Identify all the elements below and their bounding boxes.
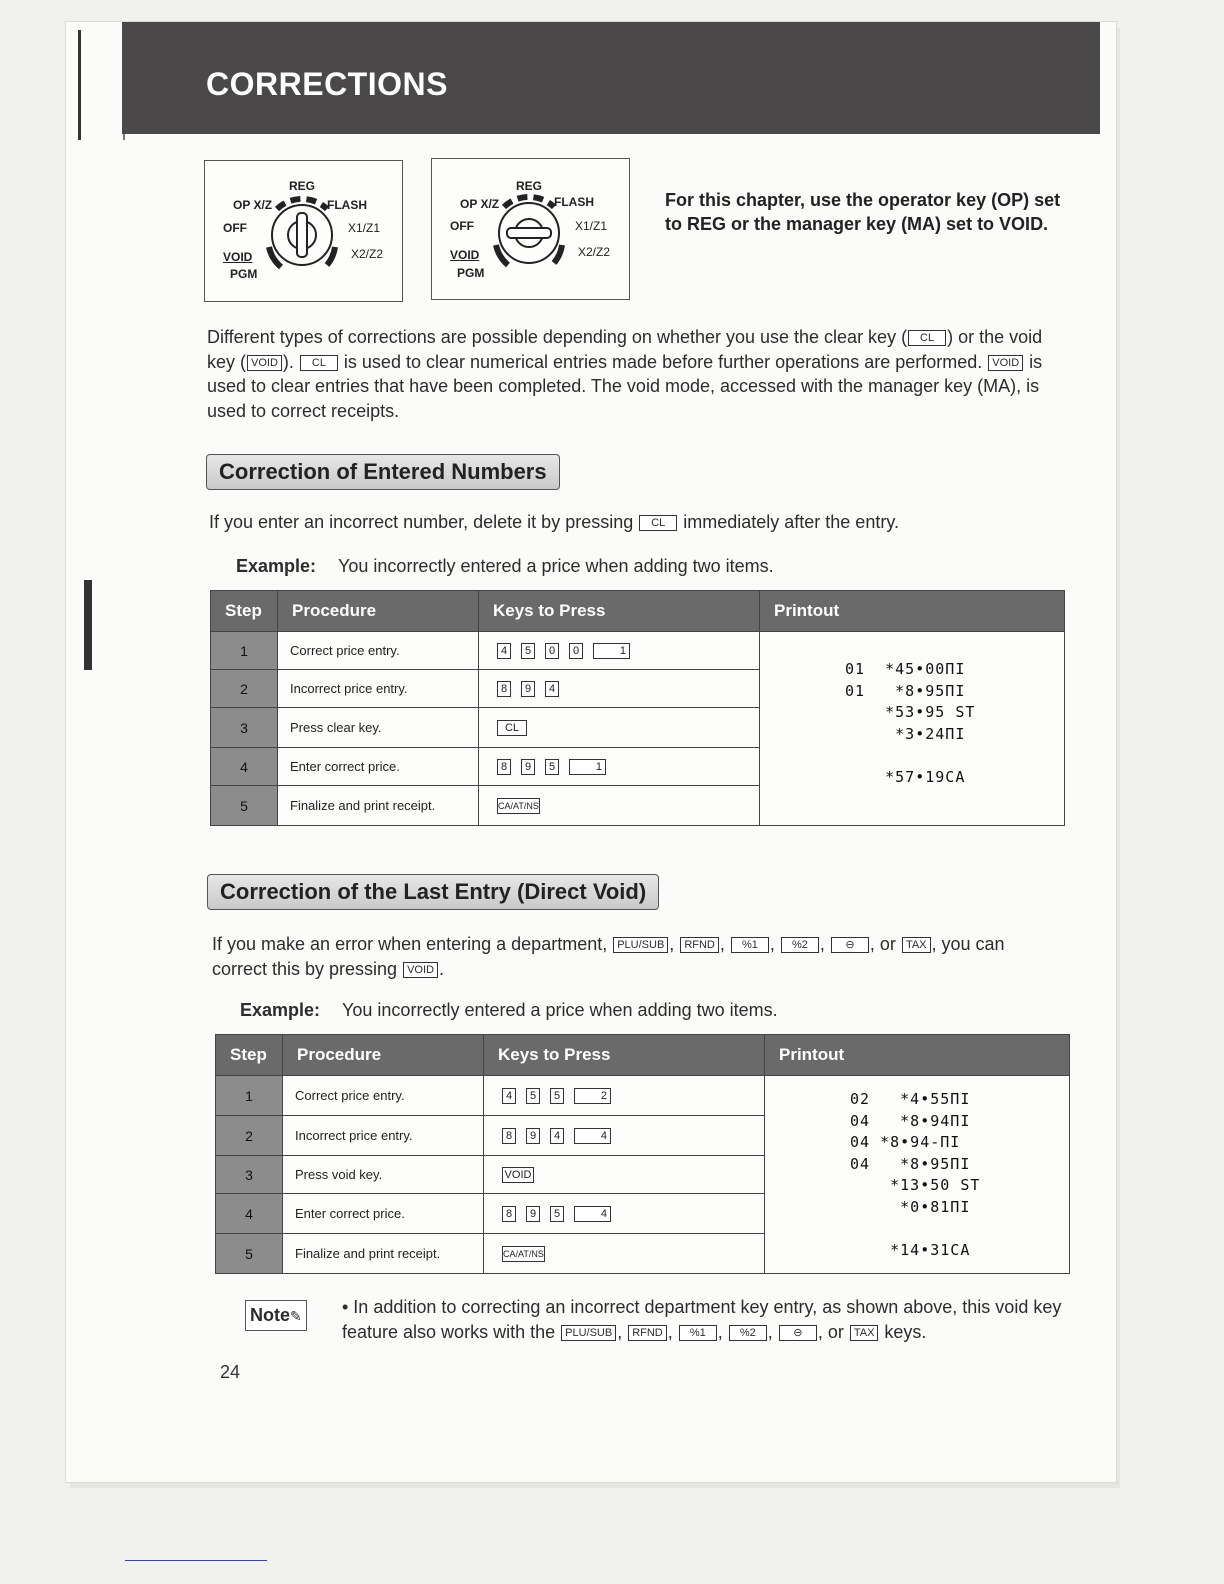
key-sequence	[479, 786, 760, 826]
switch-label-flash: FLASH	[554, 195, 594, 209]
percent2-key: %2	[781, 937, 819, 953]
step-number: 2	[216, 1116, 283, 1156]
digit-key: 4	[545, 681, 559, 697]
col-keys: Keys to Press	[479, 591, 760, 632]
minus-key: ⊖	[831, 937, 869, 953]
note-body: • In addition to correcting an incorrect department key entry, as shown above, this void key feature also works with the	[342, 1297, 1062, 1342]
cl-key: CL	[908, 330, 946, 346]
key-sequence	[484, 1076, 765, 1116]
receipt-printout: 02 *4•55ΠI 04 *8•94ΠI 04 *8•94-ΠI 04 *8•95ΠI *13•50 ST *0•81ΠI *14•31CA	[850, 1090, 981, 1259]
table-row	[216, 1076, 1070, 1116]
key-sequence	[479, 670, 760, 708]
steps-table-direct-void	[215, 1034, 1070, 1274]
col-printout: Printout	[760, 591, 1065, 632]
percent1-key: %1	[679, 1325, 717, 1341]
key-sequence	[479, 632, 760, 670]
intro-paragraph	[207, 325, 1057, 423]
digit-key: 0	[545, 643, 559, 659]
description-text: If you enter an incorrect number, delete it by pressing	[209, 512, 639, 532]
section2-example	[240, 1000, 778, 1021]
switch-label-off: OFF	[223, 221, 247, 235]
description-text: , or	[869, 934, 901, 954]
step-number: 2	[211, 670, 278, 708]
note-badge	[245, 1300, 307, 1331]
void-key: VOID	[403, 962, 438, 978]
description-text: .	[438, 958, 444, 979]
department-key: 4	[574, 1128, 611, 1144]
page-number: 24	[220, 1362, 241, 1382]
tax-key: TAX	[850, 1325, 879, 1341]
intro-text: is used to clear numerical entries made before further operations are performed.	[338, 351, 988, 372]
procedure-text: Enter correct price.	[278, 748, 479, 786]
printout-cell	[760, 632, 1065, 826]
step-number: 1	[216, 1076, 283, 1116]
note-label: Note	[250, 1305, 290, 1325]
switch-label-opxz: OP X/Z	[233, 198, 273, 212]
procedure-text: Incorrect price entry.	[283, 1116, 484, 1156]
digit-key: 5	[526, 1088, 540, 1104]
switch-label-reg: REG	[289, 179, 316, 193]
example-label: Example:	[240, 1000, 321, 1020]
digit-key: 4	[550, 1128, 564, 1144]
switch-label-pgm: PGM	[230, 267, 258, 281]
tax-key: TAX	[902, 937, 931, 953]
digit-key: 5	[550, 1088, 564, 1104]
key-sequence	[479, 748, 760, 786]
digit-key: 9	[526, 1128, 540, 1144]
digit-key: 4	[497, 643, 511, 659]
col-keys: Keys to Press	[484, 1035, 765, 1076]
section2-description: If you make an error when entering a department, PLU/SUB , RFND , %1 , %2 , ⊖ , or TAX , you can correct this by pressing VOID .	[212, 934, 1005, 979]
procedure-text: Incorrect price entry.	[278, 670, 479, 708]
department-key: 1	[569, 759, 606, 775]
switch-label-x2z2: X2/Z2	[578, 245, 611, 259]
col-step: Step	[216, 1035, 283, 1076]
void-key: VOID	[247, 355, 282, 371]
switch-label-void: VOID	[450, 248, 480, 262]
procedure-text: Finalize and print receipt.	[278, 786, 479, 826]
description-text: If you make an error when entering a department,	[212, 934, 613, 954]
cash-key: CA/AT/NS	[502, 1246, 545, 1262]
switch-label-void: VOID	[223, 250, 253, 264]
example-text: You incorrectly entered a price when adding two items.	[338, 556, 774, 576]
steps-table-entered-numbers	[210, 590, 1065, 826]
cl-key: CL	[300, 355, 338, 371]
step-number: 5	[216, 1234, 283, 1274]
key-sequence	[484, 1194, 765, 1234]
department-key: 2	[574, 1088, 611, 1104]
section1-description	[209, 512, 899, 533]
mode-switch-void	[431, 158, 630, 300]
digit-key: 8	[502, 1128, 516, 1144]
void-key: VOID	[988, 355, 1023, 371]
col-step: Step	[211, 591, 278, 632]
digit-key: 9	[521, 681, 535, 697]
intro-text: ) or the void key (	[207, 327, 1043, 372]
plu-sub-key: PLU/SUB	[561, 1325, 616, 1341]
switch-label-x1z1: X1/Z1	[348, 221, 381, 235]
switch-label-reg: REG	[516, 179, 543, 193]
step-number: 3	[216, 1156, 283, 1194]
procedure-text: Finalize and print receipt.	[283, 1234, 484, 1274]
section-title-entered-numbers: Correction of Entered Numbers	[206, 454, 560, 490]
step-number: 5	[211, 786, 278, 826]
digit-key: 4	[502, 1088, 516, 1104]
switch-label-x2z2: X2/Z2	[351, 247, 384, 261]
intro-text: ).	[282, 351, 299, 372]
procedure-text: Correct price entry.	[283, 1076, 484, 1116]
digit-key: 8	[497, 681, 511, 697]
procedure-text: Press clear key.	[278, 708, 479, 748]
digit-key: 5	[545, 759, 559, 775]
switch-label-x1z1: X1/Z1	[575, 219, 608, 233]
col-printout: Printout	[765, 1035, 1070, 1076]
step-number: 1	[211, 632, 278, 670]
link-underline	[125, 1560, 267, 1561]
mode-switch-reg	[204, 160, 403, 302]
note-body: keys.	[879, 1321, 927, 1342]
digit-key: 8	[497, 759, 511, 775]
example-text: You incorrectly entered a price when adding two items.	[342, 1000, 778, 1020]
chapter-header	[122, 22, 1100, 134]
page-edge-decoration	[78, 30, 125, 140]
plu-sub-key: PLU/SUB	[613, 937, 668, 953]
chapter-title: CORRECTIONS	[206, 66, 448, 102]
description-text: , you can correct this by pressing	[212, 934, 1005, 979]
printout-cell	[765, 1076, 1070, 1274]
digit-key: 0	[569, 643, 583, 659]
key-dial-icon	[257, 187, 347, 277]
chapter-key-instruction: For this chapter, use the operator key (OP) set to REG or the manager key (MA) set to VOID.	[665, 190, 1061, 234]
table-row	[211, 632, 1065, 670]
department-key: 4	[574, 1206, 611, 1222]
step-number: 4	[216, 1194, 283, 1234]
refund-key: RFND	[680, 937, 719, 953]
switch-label-flash: FLASH	[327, 198, 367, 212]
receipt-printout: 01 *45•00ΠI 01 *8•95ΠI *53•95 ST *3•24ΠI *57•19CA	[845, 660, 976, 786]
key-sequence	[479, 708, 760, 748]
col-procedure: Procedure	[278, 591, 479, 632]
key-sequence	[484, 1234, 765, 1274]
key-sequence	[484, 1116, 765, 1156]
pencil-icon: ✎	[290, 1308, 302, 1324]
description-text: immediately after the entry.	[678, 512, 899, 532]
col-procedure: Procedure	[283, 1035, 484, 1076]
digit-key: 5	[550, 1206, 564, 1222]
note-body: , or	[817, 1321, 849, 1342]
clear-key: CL	[497, 720, 527, 736]
key-dial-icon	[484, 185, 574, 275]
step-number: 3	[211, 708, 278, 748]
step-number: 4	[211, 748, 278, 786]
intro-text: Different types of corrections are possible depending on whether you use the clear key (	[207, 327, 908, 347]
digit-key: 8	[502, 1206, 516, 1222]
procedure-text: Press void key.	[283, 1156, 484, 1194]
percent2-key: %2	[729, 1325, 767, 1341]
switch-label-opxz: OP X/Z	[460, 197, 500, 211]
percent1-key: %1	[731, 937, 769, 953]
switch-label-pgm: PGM	[457, 266, 485, 280]
example-label: Example:	[236, 556, 317, 576]
refund-key: RFND	[628, 1325, 667, 1341]
cl-key: CL	[639, 515, 677, 531]
minus-key: ⊖	[779, 1325, 817, 1341]
procedure-text: Enter correct price.	[283, 1194, 484, 1234]
note-text: • In addition to correcting an incorrect department key entry, as shown above, this void key feature also works with the PLU/SUB , RFND , %1 , %2 , ⊖ , or TAX keys.	[342, 1297, 1062, 1342]
digit-key: 5	[521, 643, 535, 659]
void-key: VOID	[502, 1167, 534, 1183]
section1-example	[236, 556, 774, 577]
intro-text: is used to clear entries that have been completed. The void mode, accessed with the manager key (MA), is used to correct receipts.	[207, 351, 1043, 421]
digit-key: 9	[521, 759, 535, 775]
key-sequence	[484, 1156, 765, 1194]
section-title-direct-void: Correction of the Last Entry (Direct Void)	[207, 874, 659, 910]
department-key: 1	[593, 643, 630, 659]
thumb-index-bar	[84, 580, 92, 670]
digit-key: 9	[526, 1206, 540, 1222]
switch-label-off: OFF	[450, 219, 474, 233]
procedure-text: Correct price entry.	[278, 632, 479, 670]
cash-key: CA/AT/NS	[497, 798, 540, 814]
